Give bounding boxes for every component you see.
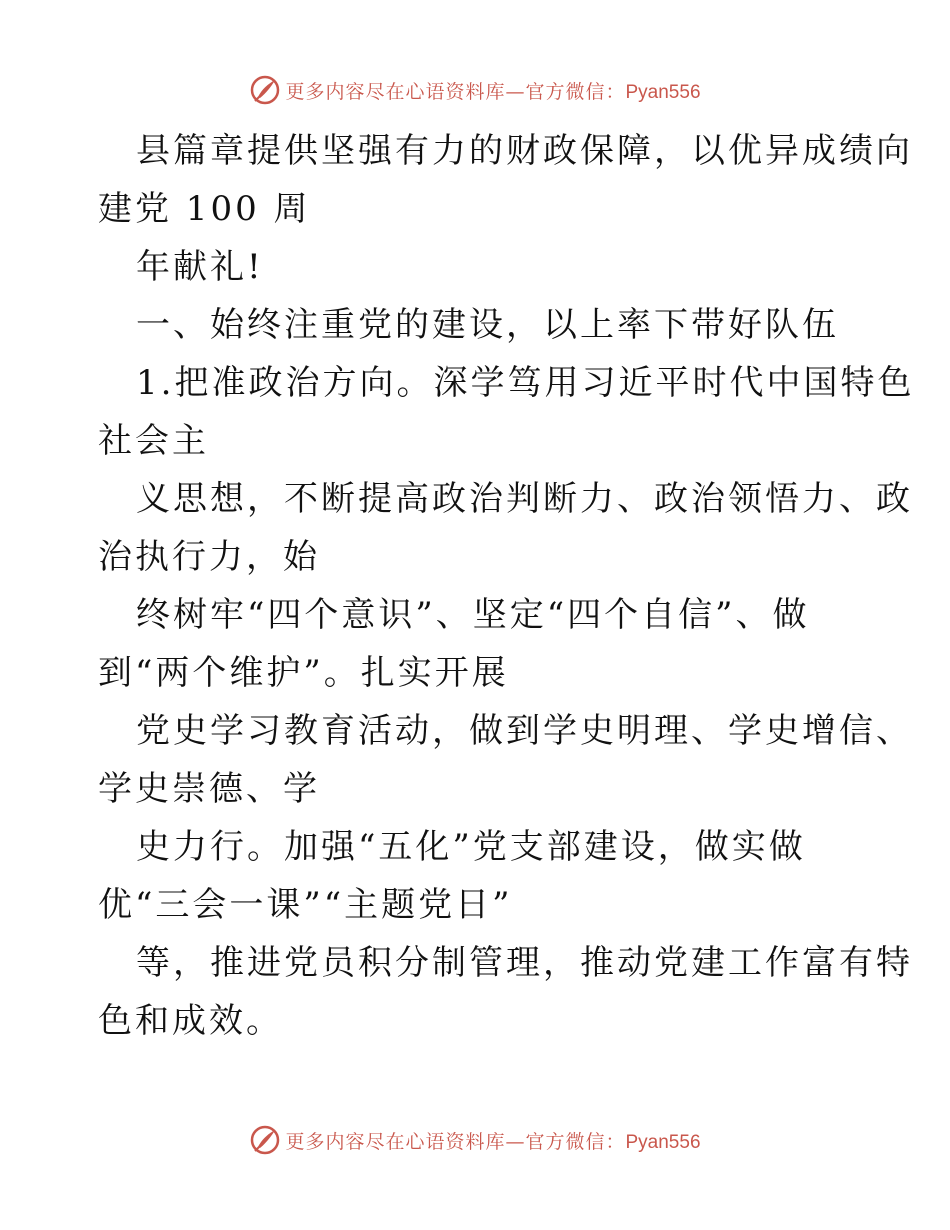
banner-separator: —: [505, 80, 526, 103]
text-line: 史力行。加强“五化”党支部建设，做实做: [136, 827, 806, 867]
quill-pen-logo-icon: [249, 1124, 281, 1156]
text-line: 学史崇德、学: [98, 769, 320, 809]
section-heading: 一、始终注重党的建设，以上率下带好队伍: [136, 305, 839, 345]
banner-wechat-label: 官方微信：: [525, 80, 626, 103]
text-line: 色和成效。: [98, 1001, 283, 1041]
text-line: 治执行力，始: [98, 537, 320, 577]
text-line: 年献礼!: [136, 247, 264, 287]
banner-text: [285, 77, 700, 104]
text-line: 党史学习教育活动，做到学史明理、学史增信、: [136, 711, 913, 751]
text-line: 建党 100 周: [98, 189, 311, 229]
text-line: 1.把准政治方向。深学笃用习近平时代中国特色: [136, 363, 915, 403]
text-line: 社会主: [98, 421, 209, 461]
quill-pen-logo-icon: [249, 74, 281, 106]
document-body: [98, 122, 915, 1050]
text-line: 终树牢“四个意识”、坚定“四个自信”、做: [136, 595, 810, 635]
banner-text: [285, 1127, 700, 1154]
banner-site-name: 更多内容尽在心语资料库: [285, 80, 506, 103]
banner-separator: —: [505, 1130, 526, 1153]
banner-wechat-label: 官方微信：: [525, 1130, 626, 1153]
header-watermark-banner: [0, 70, 950, 110]
text-line: 县篇章提供坚强有力的财政保障，以优异成绩向: [136, 131, 913, 171]
text-line: 义思想，不断提高政治判断力、政治领悟力、政: [136, 479, 913, 519]
text-line: 优“三会一课”“主题党日”: [98, 885, 513, 925]
text-line: 等，推进党员积分制管理，推动党建工作富有特: [136, 943, 913, 983]
banner-wechat-id: Pyan556: [625, 1131, 701, 1153]
footer-watermark-banner: [0, 1120, 950, 1160]
banner-wechat-id: Pyan556: [625, 81, 701, 103]
text-line: 到“两个维护”。扎实开展: [98, 653, 509, 693]
banner-site-name: 更多内容尽在心语资料库: [285, 1130, 506, 1153]
